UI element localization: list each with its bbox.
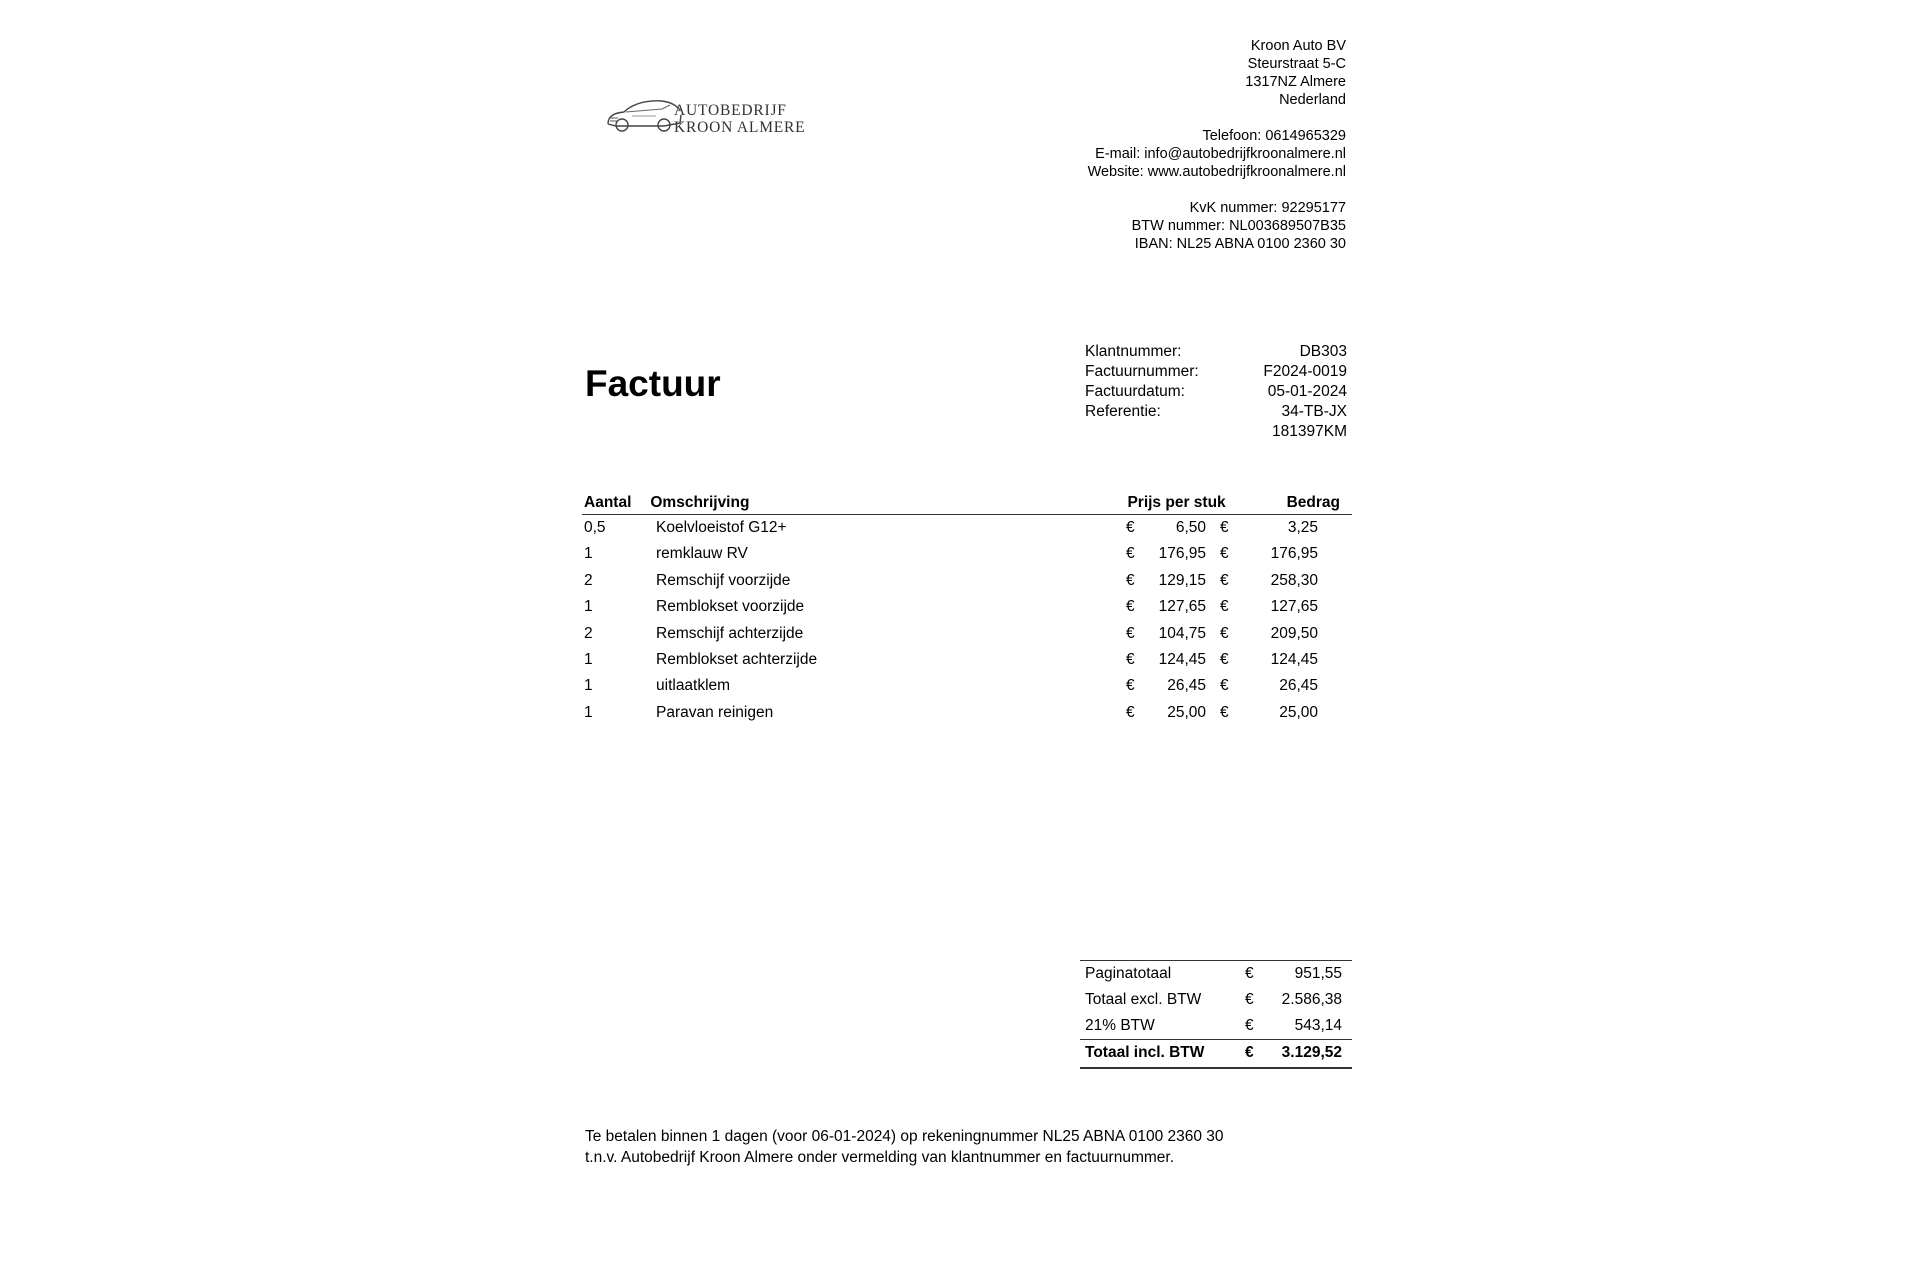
total-label: Totaal incl. BTW bbox=[1085, 1044, 1205, 1061]
item-amount-currency: € bbox=[1220, 624, 1229, 642]
payment-note-line2: t.n.v. Autobedrijf Kroon Almere onder vermelding van klantnummer en factuurnummer. bbox=[585, 1149, 1175, 1166]
company-iban: IBAN: NL25 ABNA 0100 2360 30 bbox=[1134, 236, 1346, 252]
item-amount-currency: € bbox=[1220, 703, 1229, 721]
item-qty: 0,5 bbox=[584, 519, 606, 536]
item-price: 25,00 bbox=[1167, 703, 1206, 721]
item-amount: 3,25 bbox=[1287, 519, 1318, 536]
item-price: 129,15 bbox=[1158, 571, 1206, 589]
total-currency: € bbox=[1245, 965, 1254, 982]
item-price-currency: € bbox=[1126, 624, 1135, 642]
item-qty: 2 bbox=[584, 571, 593, 589]
company-kvk: KvK nummer: 92295177 bbox=[1189, 200, 1346, 216]
item-amount: 26,45 bbox=[1279, 677, 1318, 695]
item-price: 127,65 bbox=[1158, 598, 1206, 616]
item-amount-currency: € bbox=[1220, 598, 1229, 616]
item-amount-currency: € bbox=[1220, 545, 1229, 563]
item-amount: 127,65 bbox=[1270, 598, 1318, 616]
meta-value: 181397KM bbox=[1272, 423, 1347, 440]
total-label: Paginatotaal bbox=[1085, 965, 1172, 982]
table-row bbox=[582, 541, 1352, 567]
header-amount: Bedrag bbox=[1286, 494, 1340, 511]
total-currency: € bbox=[1245, 1017, 1254, 1034]
logo-text-line1: AUTOBEDRIJF bbox=[674, 102, 787, 119]
header-price: Prijs per stuk bbox=[1127, 494, 1226, 511]
item-desc: remklauw RV bbox=[656, 545, 748, 563]
totals-table bbox=[1080, 960, 1352, 1069]
item-desc: Remblokset voorzijde bbox=[656, 598, 805, 616]
page-title: Factuur bbox=[585, 363, 721, 404]
item-price-currency: € bbox=[1126, 650, 1135, 668]
item-qty: 1 bbox=[584, 545, 593, 563]
item-desc: Remblokset achterzijde bbox=[656, 650, 818, 668]
total-value: 951,55 bbox=[1294, 965, 1342, 982]
item-qty: 1 bbox=[584, 677, 593, 695]
meta-value: 34-TB-JX bbox=[1281, 403, 1347, 420]
company-email: E-mail: info@autobedrijfkroonalmere.nl bbox=[1095, 146, 1346, 162]
item-amount: 124,45 bbox=[1270, 650, 1318, 668]
table-row bbox=[582, 700, 1352, 726]
total-value: 543,14 bbox=[1294, 1017, 1342, 1034]
company-phone: Telefoon: 0614965329 bbox=[1202, 128, 1346, 144]
meta-label: Klantnummer: bbox=[1085, 343, 1182, 360]
meta-label: Referentie: bbox=[1085, 403, 1161, 420]
meta-row bbox=[1085, 382, 1347, 402]
company-logo bbox=[604, 88, 834, 140]
table-header bbox=[582, 492, 1352, 515]
item-amount-currency: € bbox=[1220, 519, 1229, 536]
total-value: 2.586,38 bbox=[1281, 991, 1342, 1008]
meta-value: F2024-0019 bbox=[1263, 363, 1347, 380]
table-row bbox=[582, 515, 1352, 541]
item-amount: 176,95 bbox=[1270, 545, 1318, 563]
meta-row bbox=[1085, 342, 1347, 362]
grand-total-row bbox=[1080, 1039, 1352, 1069]
meta-row bbox=[1085, 402, 1347, 422]
company-city: 1317NZ Almere bbox=[1245, 74, 1346, 90]
table-row bbox=[582, 621, 1352, 647]
total-value: 3.129,52 bbox=[1281, 1044, 1342, 1061]
car-icon bbox=[604, 88, 684, 136]
item-price-currency: € bbox=[1126, 677, 1135, 695]
item-price: 104,75 bbox=[1158, 624, 1206, 642]
item-price-currency: € bbox=[1126, 598, 1135, 616]
item-desc: Paravan reinigen bbox=[656, 703, 774, 721]
header-qty: Aantal bbox=[584, 494, 632, 511]
company-info bbox=[1088, 37, 1346, 253]
item-amount: 209,50 bbox=[1270, 624, 1318, 642]
item-price-currency: € bbox=[1126, 519, 1135, 536]
header-desc: Omschrijving bbox=[650, 494, 750, 511]
meta-value: DB303 bbox=[1299, 343, 1347, 360]
invoice-meta bbox=[1085, 342, 1347, 442]
meta-row bbox=[1085, 422, 1347, 442]
item-amount: 25,00 bbox=[1279, 703, 1318, 721]
company-website: Website: www.autobedrijfkroonalmere.nl bbox=[1087, 164, 1346, 180]
item-desc: Remschijf voorzijde bbox=[656, 571, 791, 589]
item-amount-currency: € bbox=[1220, 571, 1229, 589]
table-body bbox=[582, 515, 1352, 726]
company-country: Nederland bbox=[1279, 92, 1346, 108]
meta-value: 05-01-2024 bbox=[1267, 383, 1347, 400]
meta-label: Factuurnummer: bbox=[1085, 363, 1199, 380]
item-amount: 258,30 bbox=[1270, 571, 1318, 589]
invoice-items-table bbox=[582, 492, 1352, 726]
total-row bbox=[1080, 960, 1352, 987]
total-currency: € bbox=[1245, 1044, 1254, 1061]
table-row bbox=[582, 647, 1352, 673]
item-desc: uitlaatklem bbox=[656, 677, 731, 695]
total-label: Totaal excl. BTW bbox=[1085, 991, 1202, 1008]
item-qty: 1 bbox=[584, 650, 593, 668]
item-qty: 1 bbox=[584, 703, 593, 721]
logo-text-line2: KROON ALMERE bbox=[674, 119, 806, 136]
item-qty: 2 bbox=[584, 624, 593, 642]
item-qty: 1 bbox=[584, 598, 593, 616]
total-currency: € bbox=[1245, 991, 1254, 1008]
payment-note-line1: Te betalen binnen 1 dagen (voor 06-01-2024) op rekeningnummer NL25 ABNA 0100 2360 30 bbox=[585, 1128, 1224, 1145]
total-row bbox=[1080, 1013, 1352, 1039]
meta-row bbox=[1085, 362, 1347, 382]
item-price: 6,50 bbox=[1175, 519, 1206, 536]
table-row bbox=[582, 673, 1352, 699]
item-desc: Remschijf achterzijde bbox=[656, 624, 804, 642]
item-amount-currency: € bbox=[1220, 650, 1229, 668]
item-price: 176,95 bbox=[1158, 545, 1206, 563]
item-price: 124,45 bbox=[1158, 650, 1206, 668]
item-price-currency: € bbox=[1126, 571, 1135, 589]
item-price-currency: € bbox=[1126, 703, 1135, 721]
company-name: Kroon Auto BV bbox=[1250, 38, 1346, 54]
meta-label: Factuurdatum: bbox=[1085, 383, 1185, 400]
company-street: Steurstraat 5-C bbox=[1247, 56, 1346, 72]
company-btw: BTW nummer: NL003689507B35 bbox=[1131, 218, 1346, 234]
item-price: 26,45 bbox=[1167, 677, 1206, 695]
table-row bbox=[582, 568, 1352, 594]
item-amount-currency: € bbox=[1220, 677, 1229, 695]
item-price-currency: € bbox=[1126, 545, 1135, 563]
table-row bbox=[582, 594, 1352, 620]
item-desc: Koelvloeistof G12+ bbox=[656, 519, 787, 536]
total-label: 21% BTW bbox=[1085, 1017, 1155, 1034]
total-row bbox=[1080, 987, 1352, 1013]
payment-note bbox=[585, 1126, 1224, 1168]
